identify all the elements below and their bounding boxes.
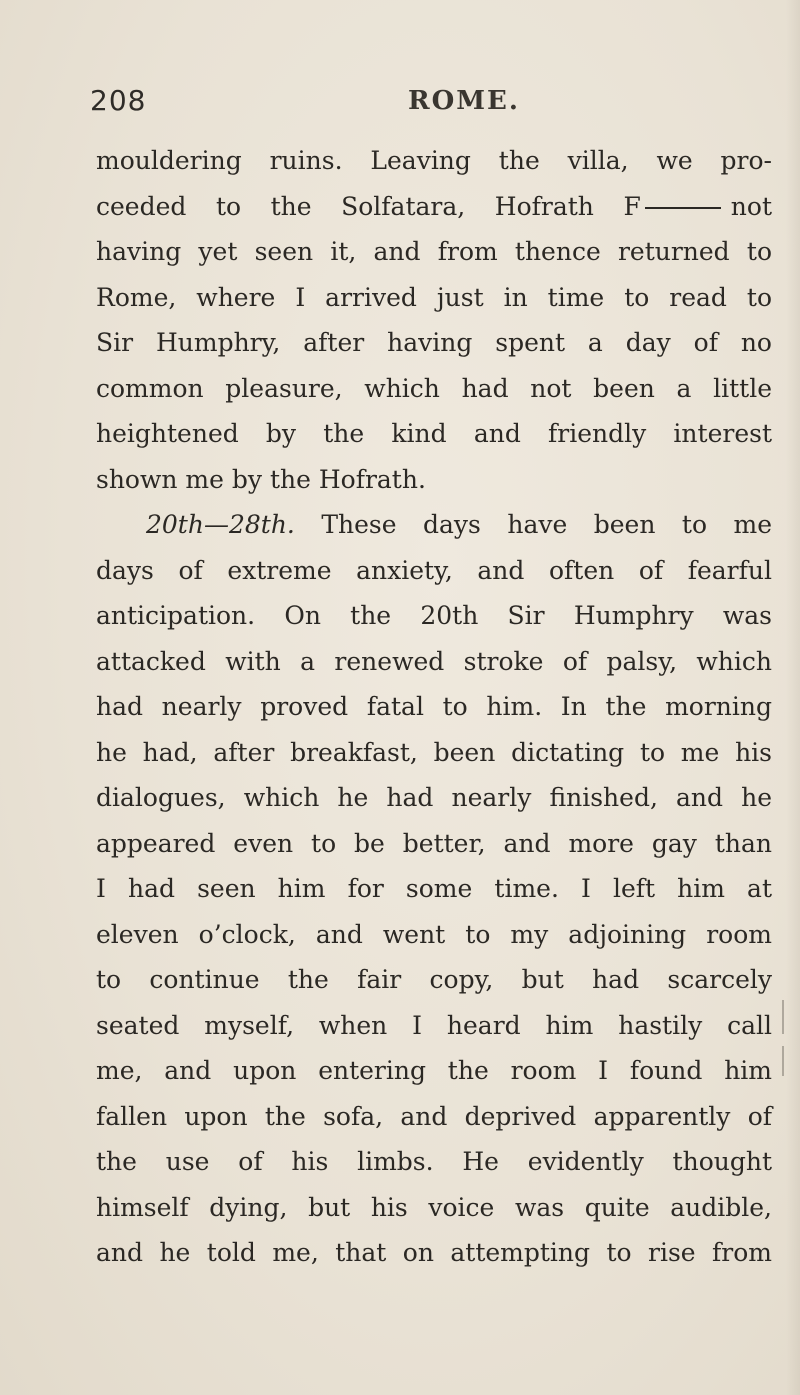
text-line: dialogues, which he had nearly finished, and he xyxy=(96,783,772,812)
page-number: 208 xyxy=(90,84,147,117)
text-line: common pleasure, which had not been a little xyxy=(96,373,772,403)
text-line: himself dying, but his voice was quite audible, xyxy=(96,1192,772,1222)
text-line: fallen upon the sofa, and deprived apparently of xyxy=(96,1101,772,1131)
gutter-mark xyxy=(782,1046,784,1076)
text-line: had nearly proved fatal to him. In the morning xyxy=(96,692,772,721)
text-line: I had seen him for some time. I left him at xyxy=(96,874,772,903)
text-line-segment: not xyxy=(730,191,772,221)
gutter-mark xyxy=(782,1000,784,1034)
page-edge-shadow xyxy=(786,0,800,1395)
text-line: shown me by the Hofrath. xyxy=(96,464,426,494)
text-line: days of extreme anxiety, and often of fearful xyxy=(96,555,772,585)
text-line: heightened by the kind and friendly interest xyxy=(96,419,772,448)
text-line: the use of his limbs. He evidently thought xyxy=(96,1147,772,1176)
text-line: seated myself, when I heard him hastily call xyxy=(96,1010,772,1040)
text-line: Sir Humphry, after having spent a day of no xyxy=(96,328,772,357)
text-line: Rome, where I arrived just in time to read to xyxy=(96,282,772,312)
running-head: ROME. xyxy=(408,86,520,116)
page-header xyxy=(90,84,690,124)
text-line: attacked with a renewed stroke of palsy, which xyxy=(96,646,772,676)
text-line: to continue the fair copy, but had scarcely xyxy=(96,965,772,994)
text-line: having yet seen it, and from thence returned to xyxy=(96,237,772,266)
text-line: anticipation. On the 20th Sir Humphry was xyxy=(96,601,772,630)
text-line: mouldering ruins. Leaving the villa, we pro- xyxy=(96,146,772,175)
text-line-with-dash xyxy=(96,184,772,230)
text-line: appeared even to be better, and more gay than xyxy=(96,828,772,858)
text-line: me, and upon entering the room I found him xyxy=(96,1056,772,1085)
date-range: 20th—28th. xyxy=(146,510,295,539)
body-text xyxy=(96,138,772,1276)
text-line-segment: ceeded to the Solfatara, Hofrath F xyxy=(96,191,641,221)
text-line: he had, after breakfast, been dictating to me his xyxy=(96,737,772,767)
text-line: and he told me, that on attempting to rise from xyxy=(96,1238,772,1267)
text-line-paragraph-start: 20th—28th. These days have been to me xyxy=(146,510,772,539)
omission-dash xyxy=(645,207,721,209)
text-line: eleven o’clock, and went to my adjoining room xyxy=(96,919,772,949)
